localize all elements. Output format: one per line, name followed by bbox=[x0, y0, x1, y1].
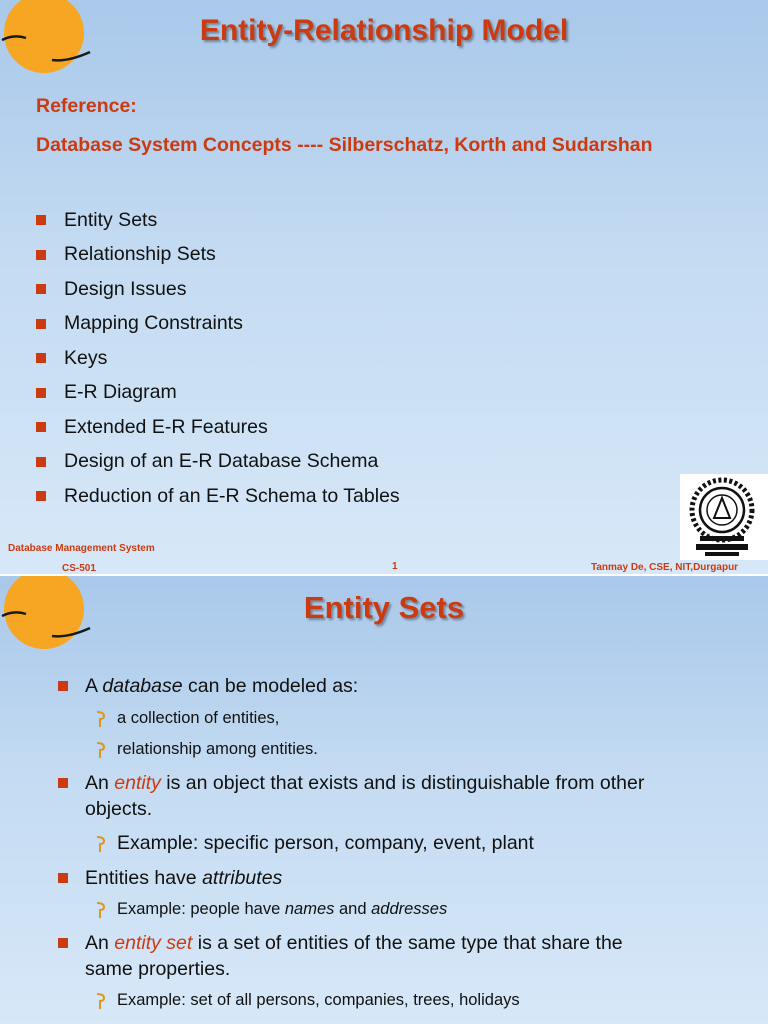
list-item: E-R Diagram bbox=[36, 376, 400, 411]
slide-title: Entity-Relationship Model bbox=[199, 14, 569, 47]
square-bullet-icon bbox=[36, 250, 46, 260]
square-bullet-icon bbox=[36, 319, 46, 329]
reference-text: Database System Concepts ---- Silberschatz, Korth and Sudarshan bbox=[36, 134, 653, 156]
list-item: Keys bbox=[36, 341, 400, 376]
list-item: Entities have attributes bbox=[58, 865, 282, 891]
list-item: Reduction of an E-R Schema to Tables bbox=[36, 479, 400, 514]
square-bullet-icon bbox=[36, 388, 46, 398]
list-item: An entity set is a set of entities of the same type that share the same properties. bbox=[58, 930, 623, 982]
list-item: Mapping Constraints bbox=[36, 307, 400, 342]
square-bullet-icon bbox=[58, 778, 68, 788]
hook-bullet-icon bbox=[94, 901, 106, 919]
square-bullet-icon bbox=[58, 938, 68, 948]
square-bullet-icon bbox=[36, 353, 46, 363]
footer-course: Database Management System bbox=[8, 543, 155, 554]
sub-list-item: a collection of entities, bbox=[94, 709, 279, 728]
sub-list-item: Example: set of all persons, companies, trees, holidays bbox=[94, 991, 520, 1010]
topic-list bbox=[36, 203, 400, 514]
square-bullet-icon bbox=[36, 491, 46, 501]
hook-bullet-icon bbox=[94, 741, 106, 759]
footer-author: Tanmay De, CSE, NIT,Durgapur bbox=[591, 562, 739, 573]
square-bullet-icon bbox=[36, 422, 46, 432]
list-item: Design Issues bbox=[36, 272, 400, 307]
square-bullet-icon bbox=[36, 457, 46, 467]
hook-bullet-icon bbox=[94, 710, 106, 728]
square-bullet-icon bbox=[58, 681, 68, 691]
slide-title: Entity Sets bbox=[303, 590, 465, 625]
sub-list-item: relationship among entities. bbox=[94, 740, 318, 759]
list-item: Extended E-R Features bbox=[36, 410, 400, 445]
reference-label: Reference: bbox=[36, 95, 137, 117]
hook-bullet-icon bbox=[94, 835, 106, 853]
footer-code: CS-501 bbox=[62, 563, 96, 574]
hook-bullet-icon bbox=[94, 992, 106, 1010]
slide-2 bbox=[0, 576, 768, 1024]
list-item: A database can be modeled as: bbox=[58, 673, 358, 699]
sub-list-item: Example: specific person, company, event, plant bbox=[94, 832, 534, 855]
nit-durgapur-seal bbox=[680, 474, 768, 560]
square-bullet-icon bbox=[36, 215, 46, 225]
footer-page-number: 1 bbox=[392, 561, 398, 572]
list-item: Design of an E-R Database Schema bbox=[36, 445, 400, 480]
sub-list-item: Example: people have names and addresses bbox=[94, 900, 447, 919]
list-item: Entity Sets bbox=[36, 203, 400, 238]
square-bullet-icon bbox=[58, 873, 68, 883]
square-bullet-icon bbox=[36, 284, 46, 294]
list-item: An entity is an object that exists and is distinguishable from other objects. bbox=[58, 770, 644, 822]
list-item: Relationship Sets bbox=[36, 238, 400, 273]
